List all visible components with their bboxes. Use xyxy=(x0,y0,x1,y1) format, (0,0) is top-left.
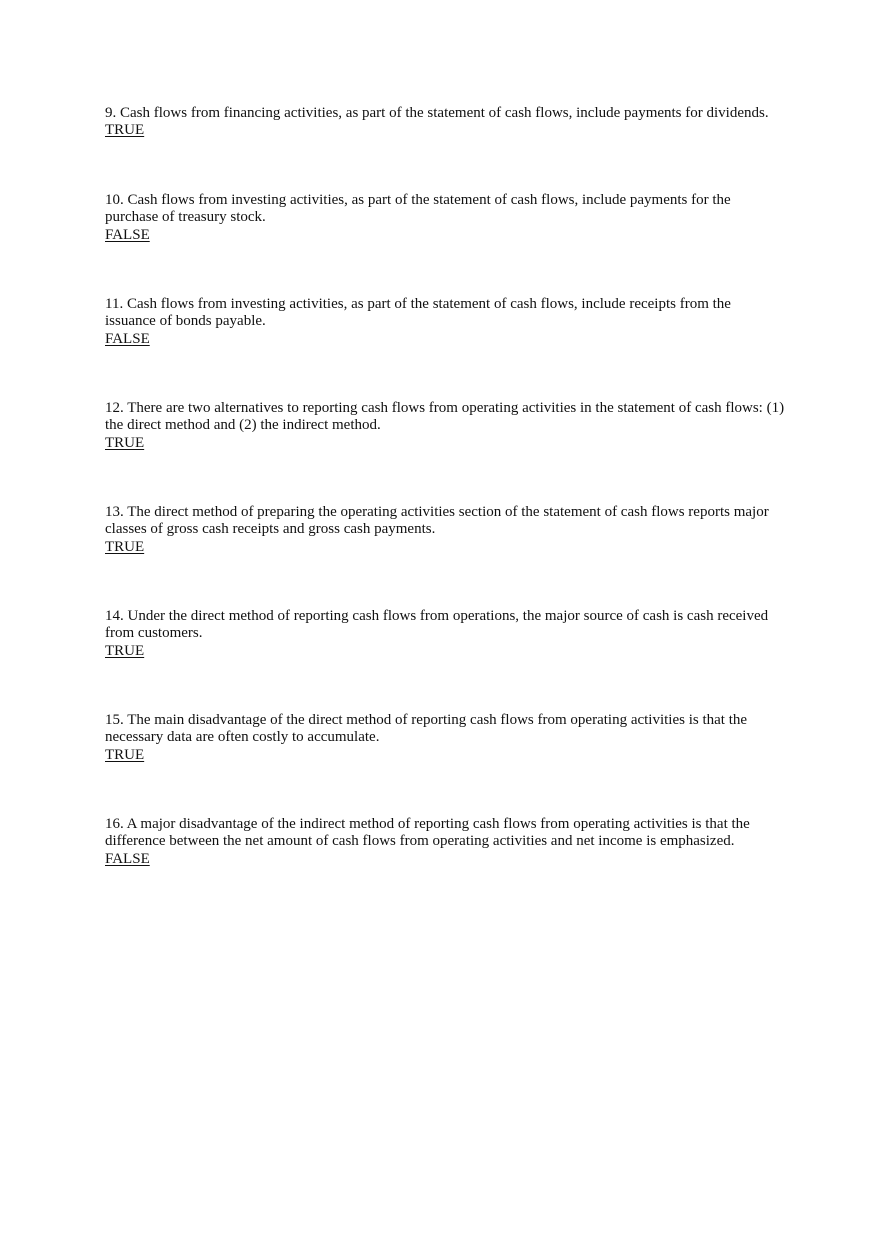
answer-label: TRUE xyxy=(105,746,145,763)
answer-label: TRUE xyxy=(105,122,145,139)
answer-label: FALSE xyxy=(105,226,150,243)
question-text: 12. There are two alternatives to reporting cash flows from operating activities in the statement of cash flows: (1) the direct method and (2) the indirect method. xyxy=(105,400,785,434)
question-item xyxy=(105,712,785,764)
answer-label: FALSE xyxy=(105,330,150,347)
question-item xyxy=(105,296,785,348)
answer-label: TRUE xyxy=(105,434,145,451)
question-text: 10. Cash flows from investing activities, as part of the statement of cash flows, include payments for the purchase of treasury stock. xyxy=(105,192,731,226)
question-text: 16. A major disadvantage of the indirect method of reporting cash flows from operating activities is that the difference between the net amount of cash flows from operating activities and net income is emphasized. xyxy=(105,816,750,850)
question-item xyxy=(105,192,785,244)
question-item xyxy=(105,816,785,868)
question-item xyxy=(105,105,785,140)
question-item xyxy=(105,608,785,660)
question-item xyxy=(105,400,785,452)
answer-label: FALSE xyxy=(105,850,150,867)
question-text: 14. Under the direct method of reporting cash flows from operations, the major source of cash is cash received from customers. xyxy=(105,608,769,642)
question-text: 15. The main disadvantage of the direct method of reporting cash flows from operating activities is that the necessary data are often costly to accumulate. xyxy=(105,712,748,746)
question-text: 11. Cash flows from investing activities, as part of the statement of cash flows, include receipts from the issuance of bonds payable. xyxy=(105,296,731,330)
answer-label: TRUE xyxy=(105,642,145,659)
question-item xyxy=(105,504,785,556)
question-text: 13. The direct method of preparing the operating activities section of the statement of cash flows reports major classes of gross cash receipts and gross cash payments. xyxy=(105,504,769,538)
answer-label: TRUE xyxy=(105,538,145,555)
question-text: 9. Cash flows from financing activities, as part of the statement of cash flows, include payments for dividends. xyxy=(105,105,769,121)
